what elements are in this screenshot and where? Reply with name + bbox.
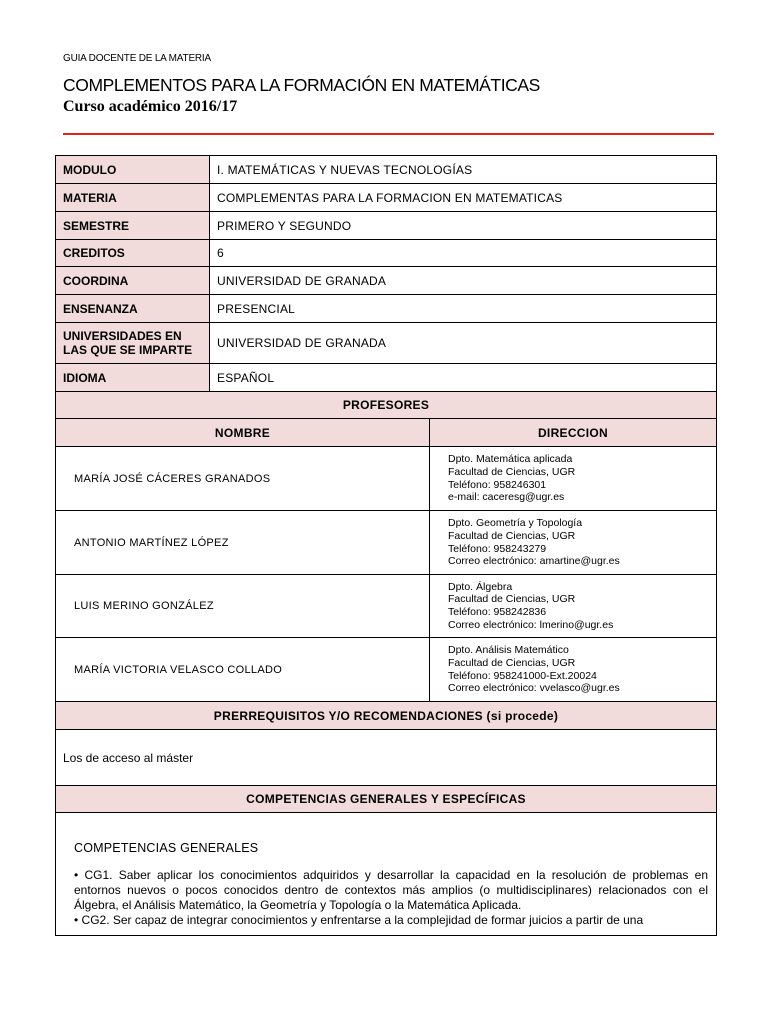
info-value: UNIVERSIDAD DE GRANADA (210, 323, 717, 364)
address-line: Dpto. Geometría y Topología (448, 517, 583, 530)
section-heading: PROFESORES (56, 392, 717, 419)
section-heading: COMPETENCIAS GENERALES Y ESPECÍFICAS (56, 786, 717, 813)
info-row-idioma (56, 364, 717, 392)
address-line: Correo electrónico: vvelasco@ugr.es (448, 682, 620, 695)
address-line: Teléfono: 958242836 (448, 606, 547, 618)
address-line: Dpto. Matemática aplicada (448, 453, 573, 466)
competencias-row (56, 813, 717, 936)
academic-year: Curso académico 2016/17 (63, 98, 238, 115)
address-line: Facultad de Ciencias, UGR (448, 593, 576, 606)
address-line: Facultad de Ciencias, UGR (448, 656, 576, 669)
address-line: Facultad de Ciencias, UGR (448, 529, 576, 542)
info-value: I. MATEMÁTICAS Y NUEVAS TECNOLOGÍAS (210, 156, 717, 184)
course-title: COMPLEMENTOS PARA LA FORMACIÓN EN MATEMÁTICAS (63, 75, 540, 95)
profesores-table (55, 418, 717, 702)
professor-name: ANTONIO MARTÍNEZ LÓPEZ (56, 511, 430, 575)
info-label: CREDITOS (56, 240, 210, 267)
info-label: MODULO (56, 156, 210, 184)
professor-address (430, 575, 717, 638)
info-label: ENSENANZA (56, 295, 210, 323)
info-row-universidades (56, 323, 717, 364)
address-line: Correo electrónico: lmerino@ugr.es (448, 618, 614, 631)
profesores-header-row (56, 419, 717, 447)
competencia-item: • CG2. Ser capaz de integrar conocimientos y enfrentarse a la complejidad de formar juicios a partir de una (74, 913, 644, 927)
table-row (56, 638, 717, 702)
column-header-direccion: DIRECCION (430, 419, 717, 447)
info-label: IDIOMA (56, 364, 210, 392)
document-label: GUIA DOCENTE DE LA MATERIA (63, 53, 211, 64)
info-value: PRESENCIAL (210, 295, 717, 323)
table-row (56, 447, 717, 511)
info-value: COMPLEMENTAS PARA LA FORMACION EN MATEMATICAS (210, 184, 717, 212)
info-label: MATERIA (56, 184, 210, 212)
professor-address (430, 447, 717, 511)
table-row (56, 511, 717, 575)
info-value: PRIMERO Y SEGUNDO (210, 212, 717, 240)
prerrequisitos-heading-row (56, 702, 717, 730)
info-row-semestre (56, 212, 717, 240)
info-value: 6 (210, 240, 717, 267)
address-line: e-mail: caceresg@ugr.es (448, 491, 565, 504)
competencias-body (56, 813, 717, 936)
address-line: Correo electrónico: amartine@ugr.es (448, 555, 620, 568)
info-row-modulo (56, 156, 717, 184)
info-row-materia (56, 184, 717, 212)
detalle-table (55, 701, 717, 936)
address-line: Dpto. Análisis Matemático (448, 644, 569, 657)
column-header-nombre: NOMBRE (56, 419, 430, 447)
info-row-creditos (56, 240, 717, 267)
info-value: ESPAÑOL (210, 364, 717, 392)
address-line: Teléfono: 958243279 (448, 542, 547, 555)
header-divider (63, 133, 714, 135)
course-info-table (55, 155, 717, 419)
competencia-item: • CG1. Saber aplicar los conocimientos adquiridos y desarrollar la capacidad en la resolución de problemas en entornos nuevos o pocos conocidos dentro de contextos más amplios (o multidisciplinares) relacionados con el Álgebra, el Análisis Matemático, la Geometría y Topología o la Matemática Aplicada. (74, 868, 708, 912)
professor-name: MARÍA JOSÉ CÁCERES GRANADOS (56, 447, 430, 511)
address-line: Facultad de Ciencias, UGR (448, 465, 576, 478)
info-row-ensenanza (56, 295, 717, 323)
info-label: SEMESTRE (56, 212, 210, 240)
info-label: COORDINA (56, 267, 210, 295)
info-label: UNIVERSIDADES EN LAS QUE SE IMPARTE (56, 323, 210, 364)
prerrequisitos-row (56, 730, 717, 786)
section-heading: PRERREQUISITOS Y/O RECOMENDACIONES (si procede) (56, 702, 717, 730)
professor-address (430, 638, 717, 702)
table-row (56, 575, 717, 638)
professor-address (430, 511, 717, 575)
info-row-coordina (56, 267, 717, 295)
professor-name: MARÍA VICTORIA VELASCO COLLADO (56, 638, 430, 702)
address-line: Dpto. Álgebra (448, 580, 513, 593)
address-line: Teléfono: 958241000-Ext.20024 (448, 669, 597, 682)
competencias-subheading: COMPETENCIAS GENERALES (74, 841, 259, 855)
info-value: UNIVERSIDAD DE GRANADA (210, 267, 717, 295)
competencias-heading-row (56, 786, 717, 813)
address-line: Teléfono: 958246301 (448, 478, 547, 491)
professor-name: LUIS MERINO GONZÁLEZ (56, 575, 430, 638)
prerrequisitos-text: Los de acceso al máster (56, 730, 717, 786)
profesores-heading-row (56, 392, 717, 419)
